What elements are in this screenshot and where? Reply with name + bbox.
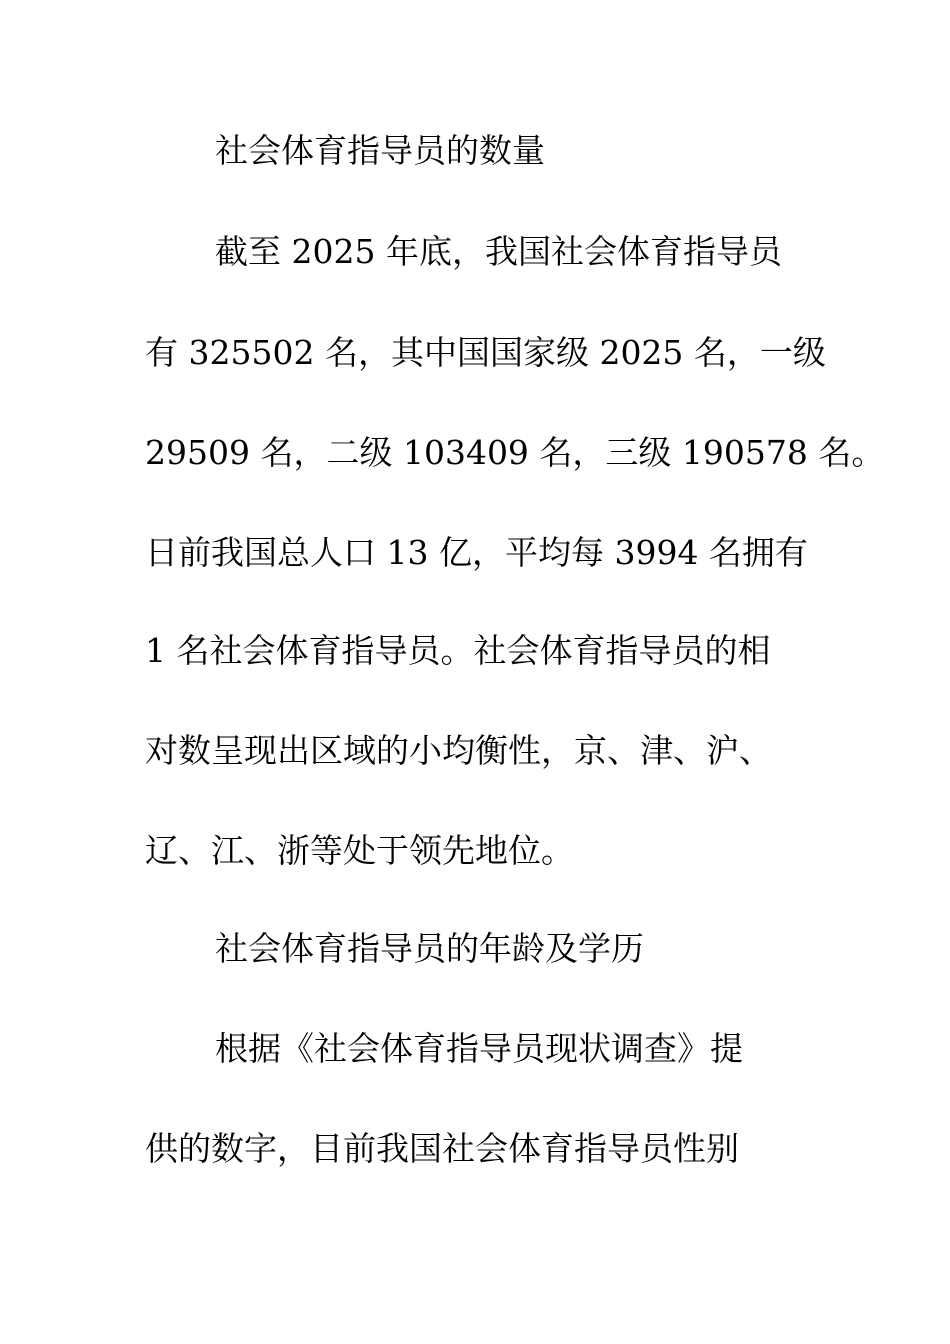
paragraph-line: 1 名社会体育指导员。社会体育指导员的相 bbox=[145, 631, 771, 670]
paragraph-line: 供的数字，目前我国社会体育指导员性别 bbox=[145, 1129, 739, 1168]
paragraph-line: 辽、江、浙等处于领先地位。 bbox=[145, 831, 574, 870]
paragraph-line: 截至 2025 年底，我国社会体育指导员 bbox=[215, 232, 782, 271]
paragraph-line: 29509 名，二级 103409 名，三级 190578 名。 bbox=[145, 433, 885, 472]
section-heading-age-education: 社会体育指导员的年龄及学历 bbox=[215, 929, 644, 968]
section-heading-quantity: 社会体育指导员的数量 bbox=[215, 131, 545, 170]
paragraph-line: 有 325502 名，其中国国家级 2025 名，一级 bbox=[145, 333, 826, 372]
paragraph-line: 对数呈现出区域的小均衡性，京、津、沪、 bbox=[145, 731, 772, 770]
paragraph-line: 根据《社会体育指导员现状调查》提 bbox=[215, 1029, 743, 1068]
paragraph-line: 日前我国总人口 13 亿，平均每 3994 名拥有 bbox=[145, 533, 808, 572]
